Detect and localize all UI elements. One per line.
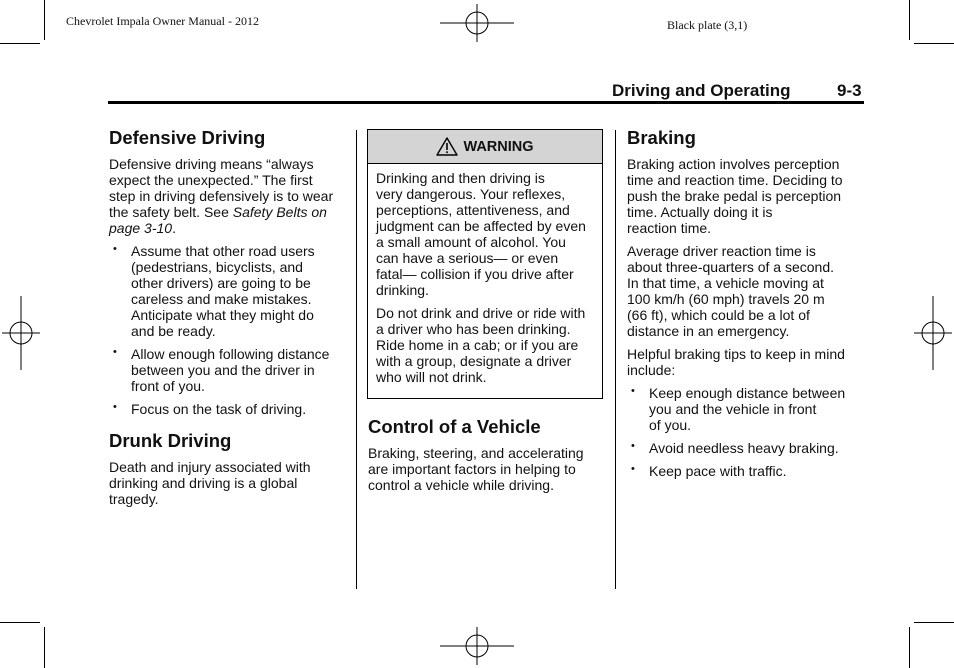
manual-title: Chevrolet Impala Owner Manual - 2012 bbox=[66, 14, 259, 28]
bullet-icon: • bbox=[631, 385, 635, 397]
warning-box bbox=[367, 129, 603, 399]
list-item: • Keep pace with traffic. bbox=[631, 463, 787, 479]
bullet-icon: • bbox=[113, 243, 117, 255]
bullet-icon: • bbox=[631, 440, 635, 452]
column-2-lower bbox=[368, 416, 608, 493]
braking-paragraph-1: Braking action involves perception time and reaction time. Deciding to push the brake pedal is perception time. Actually doing it is reaction time. bbox=[627, 156, 843, 236]
bullet-icon: • bbox=[113, 401, 117, 413]
braking-heading: Braking bbox=[627, 127, 696, 148]
braking-paragraph-3: Helpful braking tips to keep in mind include: bbox=[627, 346, 845, 378]
column-divider-2 bbox=[615, 130, 616, 589]
registration-mark-bottom bbox=[440, 627, 514, 665]
warning-label: WARNING bbox=[463, 138, 534, 155]
braking-bullets bbox=[627, 385, 867, 479]
list-item: • Avoid needless heavy braking. bbox=[631, 440, 839, 456]
list-item: • Allow enough following distance between you and the driver in front of you. bbox=[113, 346, 330, 394]
registration-mark-right bbox=[914, 296, 952, 370]
section-title: Driving and Operating bbox=[612, 81, 791, 100]
defensive-driving-heading: Defensive Driving bbox=[109, 127, 266, 148]
warning-icon bbox=[436, 137, 458, 156]
warning-paragraph-2: Do not drink and drive or ride with a driver who has been drinking. Ride home in a cab; or if you are with a group, designate a driver who will not drink. bbox=[376, 305, 586, 385]
defensive-driving-bullets bbox=[109, 243, 349, 417]
drunk-driving-heading: Drunk Driving bbox=[109, 430, 232, 451]
warning-paragraph-1: Drinking and then driving is very dangerous. Your reflexes, perceptions, attentiveness, and judgment can be affected by even a small amount of alcohol. You can have a serious— or even fatal— collision if you drive after drinking. bbox=[376, 170, 586, 298]
defensive-driving-paragraph: Defensive driving means “always expect the unexpected.” The first step in driving defensively is to wear the safety belt. See Safety Belts on page 3-10. bbox=[109, 156, 334, 236]
registration-mark-left bbox=[2, 296, 40, 370]
registration-mark-top bbox=[440, 4, 514, 42]
list-item: • Assume that other road users (pedestrians, bicyclists, and other drivers) are going to be careless and make mistakes. Anticipate what they might do and be ready. bbox=[113, 243, 315, 339]
bullet-icon: • bbox=[631, 463, 635, 475]
column-1 bbox=[109, 127, 349, 507]
safety-belts-reference[interactable]: Safety Belts on bbox=[232, 204, 327, 220]
plate-label: Black plate (3,1) bbox=[667, 18, 748, 32]
bullet-icon: • bbox=[113, 346, 117, 358]
control-of-vehicle-heading: Control of a Vehicle bbox=[368, 416, 541, 437]
column-3 bbox=[627, 127, 867, 479]
braking-paragraph-2: Average driver reaction time is about three-quarters of a second. In that time, a vehicle moving at 100 km/h (60 mph) travels 20 m (66 ft), which could be a lot of distance in an emergency. bbox=[627, 243, 835, 339]
warning-header bbox=[368, 130, 602, 164]
column-divider-1 bbox=[356, 130, 357, 589]
page-reference[interactable]: page 3-10 bbox=[109, 220, 173, 236]
page-number: 9-3 bbox=[837, 81, 862, 100]
drunk-driving-paragraph: Death and injury associated with drinking and driving is a global tragedy. bbox=[109, 459, 311, 507]
list-item: • Focus on the task of driving. bbox=[113, 401, 307, 417]
control-of-vehicle-paragraph: Braking, steering, and accelerating are important factors in helping to control a vehicle while driving. bbox=[368, 445, 584, 493]
header-rule bbox=[108, 101, 864, 104]
list-item: • Keep enough distance between you and the vehicle in front of you. bbox=[631, 385, 846, 433]
